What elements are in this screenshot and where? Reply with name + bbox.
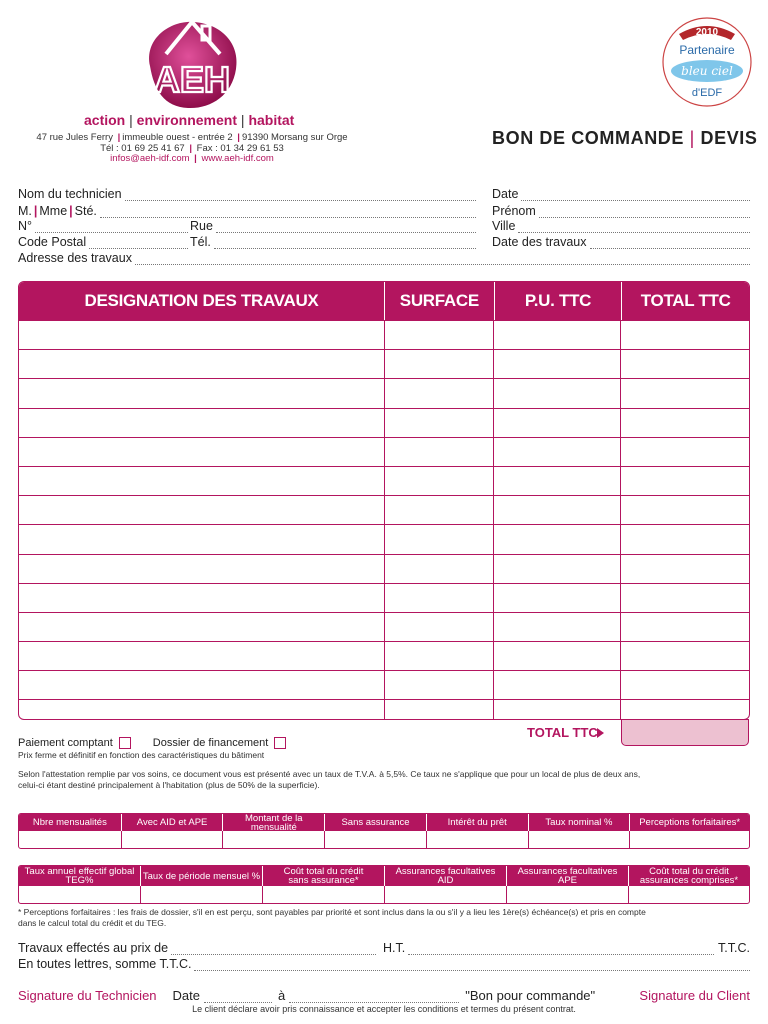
table-cell[interactable]: [385, 642, 494, 670]
financing-header-cell: [507, 866, 629, 886]
travaux-table-header: [19, 282, 749, 320]
table-cell[interactable]: [385, 409, 494, 437]
table-row: [19, 320, 749, 349]
table-cell[interactable]: [494, 671, 621, 699]
table-cell[interactable]: [19, 642, 385, 670]
signature-technicien[interactable]: Signature du Technicien: [18, 988, 157, 1003]
financing-cell[interactable]: [223, 831, 325, 848]
table-row: [19, 583, 749, 612]
table-cell[interactable]: [19, 555, 385, 583]
financing-header-line: APE: [557, 875, 577, 886]
table-cell[interactable]: [385, 467, 494, 495]
table-cell[interactable]: [621, 467, 748, 495]
table-cell[interactable]: [385, 321, 494, 349]
table-row: [19, 612, 749, 641]
table-cell[interactable]: [385, 525, 494, 553]
table-row: [19, 554, 749, 583]
table-cell[interactable]: [19, 438, 385, 466]
table-cell[interactable]: [621, 584, 748, 612]
financing-header-cell: Avec AID et APE: [122, 814, 224, 831]
ville-field[interactable]: Ville: [492, 219, 750, 233]
financing-header-line: Coût total du crédit: [649, 866, 729, 877]
table-cell[interactable]: [385, 584, 494, 612]
table-row: [19, 408, 749, 437]
signature-client[interactable]: Signature du Client: [639, 988, 750, 1003]
total-ttc-label: TOTAL TTC: [527, 725, 598, 740]
adresse-travaux-field[interactable]: Adresse des travaux: [18, 251, 750, 265]
table-cell[interactable]: [19, 525, 385, 553]
table-cell[interactable]: [621, 525, 748, 553]
travaux-table: [18, 281, 750, 720]
logo-letters: AEH: [153, 59, 231, 100]
table-cell[interactable]: [494, 555, 621, 583]
table-cell[interactable]: [385, 379, 494, 407]
legal-note: Le client déclare avoir pris connaissance et accepter les conditions et termes du présent contrat.: [192, 1004, 576, 1014]
header-surface: SURFACE: [385, 282, 495, 320]
table-row: [19, 495, 749, 524]
prix-ttc-field[interactable]: H.T. T.T.C.: [383, 941, 750, 955]
financing-header-cell: Taux nominal %: [529, 814, 631, 831]
financing-cell[interactable]: [529, 831, 631, 848]
financing-table-2: [18, 865, 750, 904]
somme-lettres-field[interactable]: En toutes lettres, somme T.T.C.: [18, 957, 750, 971]
financing-cell[interactable]: [630, 831, 749, 848]
financing-header-cell: Sans assurance: [325, 814, 427, 831]
arrow-right-icon: [597, 728, 604, 738]
table-cell[interactable]: [385, 613, 494, 641]
svg-text:2010: 2010: [695, 27, 719, 38]
financing-cell[interactable]: [629, 886, 749, 903]
financing-cell[interactable]: [263, 886, 385, 903]
financing-cell[interactable]: [19, 831, 122, 848]
table-cell[interactable]: [494, 525, 621, 553]
tagline: action | environnement | habitat: [84, 112, 295, 128]
table-cell[interactable]: [19, 409, 385, 437]
financing-cell[interactable]: [507, 886, 629, 903]
financing-header-cell: [629, 866, 749, 886]
table-row: [19, 378, 749, 407]
perceptions-footnote: * Perceptions forfaitaires : les frais de dossier, s'il en est perçu, sont payables par priorité et sont inclus dans la ou s'il y a lieu les 1ère(s) échéance(s) et pris en compte dans le calcul total du crédit et du TEG.: [18, 907, 646, 928]
table-cell[interactable]: [621, 555, 748, 583]
table-row: [19, 524, 749, 553]
table-cell[interactable]: [494, 700, 621, 720]
financing-header-line: Assurances facultatives: [517, 866, 618, 877]
table-cell[interactable]: [19, 467, 385, 495]
table-row: [19, 349, 749, 378]
table-cell[interactable]: [621, 438, 748, 466]
financing-cell[interactable]: [122, 831, 224, 848]
total-ttc-box[interactable]: [621, 719, 749, 746]
financing-header-cell: Perceptions forfaitaires*: [639, 817, 741, 828]
financing-header-line: TEG%: [65, 875, 94, 886]
dossier-financement-checkbox[interactable]: [274, 737, 286, 749]
table-row: [19, 699, 749, 720]
svg-text:d'EDF: d'EDF: [691, 87, 723, 99]
financing-cell[interactable]: [385, 886, 507, 903]
document-title: BON DE COMMANDE | DEVIS: [492, 128, 758, 148]
svg-text:bleu ciel: bleu ciel: [681, 64, 733, 78]
financing-header-cell: Intérêt du prêt: [427, 814, 529, 831]
financing-header-cell: [385, 866, 507, 886]
code-postal-field[interactable]: Code Postal: [18, 235, 188, 249]
numero-field[interactable]: N°: [18, 219, 188, 233]
table-cell[interactable]: [621, 379, 748, 407]
table-cell[interactable]: [494, 613, 621, 641]
financing-header-cell: [263, 866, 385, 886]
financing-header-cell: [141, 866, 263, 886]
financing-cell[interactable]: [19, 886, 141, 903]
financing-header-line: Taux de période mensuel %: [142, 870, 261, 882]
table-cell[interactable]: [385, 496, 494, 524]
table-cell[interactable]: [621, 409, 748, 437]
prix-note: Prix ferme et définitif en fonction des caractéristiques du bâtiment: [18, 750, 265, 760]
table-cell[interactable]: [385, 350, 494, 378]
financing-header-line: Assurances facultatives: [395, 866, 496, 877]
table-cell[interactable]: [494, 409, 621, 437]
paiement-comptant-checkbox[interactable]: [119, 737, 131, 749]
rue-field[interactable]: Rue: [190, 219, 476, 233]
financing-cell[interactable]: [427, 831, 529, 848]
table-cell[interactable]: [19, 321, 385, 349]
table-cell[interactable]: [385, 438, 494, 466]
table-cell[interactable]: [19, 700, 385, 720]
header-pu-ttc: P.U. TTC: [495, 282, 623, 320]
header-designation: DESIGNATION DES TRAVAUX: [19, 282, 385, 320]
technicien-field[interactable]: Nom du technicien: [18, 187, 476, 201]
table-cell[interactable]: [621, 700, 748, 720]
financing-header-line: sans assurance*: [288, 875, 359, 886]
financing-header-cell: Montant de la mensualité: [223, 814, 325, 831]
table-cell[interactable]: [494, 496, 621, 524]
telephone-field[interactable]: Tél.: [190, 235, 476, 249]
table-cell[interactable]: [494, 584, 621, 612]
svg-text:Partenaire: Partenaire: [679, 43, 735, 57]
financing-header-cell: Nbre mensualités: [19, 814, 122, 831]
financing-cell[interactable]: [141, 886, 263, 903]
table-cell[interactable]: [19, 671, 385, 699]
table-cell[interactable]: [385, 700, 494, 720]
financing-table-1: [18, 813, 750, 849]
financing-header-line: Taux annuel effectif global: [24, 866, 135, 877]
table-cell[interactable]: [19, 496, 385, 524]
table-cell[interactable]: [385, 671, 494, 699]
table-cell[interactable]: [19, 379, 385, 407]
civilite-field[interactable]: M. | Mme | Sté.: [18, 204, 476, 218]
table-cell[interactable]: [19, 350, 385, 378]
prix-ht-field[interactable]: Travaux effectés au prix de: [18, 941, 376, 955]
prenom-field[interactable]: Prénom: [492, 204, 750, 218]
table-row: [19, 641, 749, 670]
email-link[interactable]: infos@aeh-idf.com: [110, 153, 190, 164]
date-field[interactable]: Date: [492, 187, 750, 201]
table-cell[interactable]: [385, 555, 494, 583]
table-cell[interactable]: [621, 613, 748, 641]
tva-note: Selon l'attestation remplie par vos soins, ce document vous est présenté avec un taux de T.V.A. à 5,5%. Ce taux ne s'applique que pour un local de plus de deux ans, celui-ci étant destiné principalement à l'habitation (plus de 50% de la superficie).: [18, 769, 641, 790]
company-logo: [140, 14, 244, 112]
header-total-ttc: TOTAL TTC: [640, 291, 731, 310]
table-row: [19, 437, 749, 466]
financing-cell[interactable]: [325, 831, 427, 848]
table-row: [19, 466, 749, 495]
table-cell[interactable]: [494, 642, 621, 670]
table-cell[interactable]: [19, 584, 385, 612]
website-link[interactable]: www.aeh-idf.com: [201, 153, 274, 164]
payment-options: Paiement comptant Dossier de financement: [18, 737, 308, 749]
signature-row: Signature du Technicien Date à "Bon pour commande" Signature du Client: [18, 988, 750, 1003]
table-cell[interactable]: [621, 350, 748, 378]
edf-partner-badge: [661, 16, 753, 108]
table-cell[interactable]: [494, 438, 621, 466]
financing-header-line: Coût total du crédit: [283, 866, 364, 877]
table-cell[interactable]: [621, 642, 748, 670]
table-cell[interactable]: [494, 350, 621, 378]
signature-date-field[interactable]: [204, 994, 272, 1003]
date-travaux-field[interactable]: Date des travaux: [492, 235, 750, 249]
financing-header-cell: [19, 866, 141, 886]
table-cell[interactable]: [621, 496, 748, 524]
financing-header-line: assurances comprises*: [639, 875, 739, 886]
table-row: [19, 670, 749, 699]
table-cell[interactable]: [494, 467, 621, 495]
financing-header-line: AID: [437, 875, 454, 886]
table-cell[interactable]: [19, 613, 385, 641]
table-cell[interactable]: [494, 379, 621, 407]
table-cell[interactable]: [621, 321, 748, 349]
signature-lieu-field[interactable]: [289, 994, 459, 1003]
table-cell[interactable]: [494, 321, 621, 349]
table-cell[interactable]: [621, 671, 748, 699]
contact-info: 47 rue Jules Ferry | immeuble ouest - entrée 2 | 91390 Morsang sur Orge Tél : 01 69 25 41 67 | Fax : 01 34 29 61 53 infos@aeh-idf.com | www.aeh-idf.com: [36, 132, 348, 164]
